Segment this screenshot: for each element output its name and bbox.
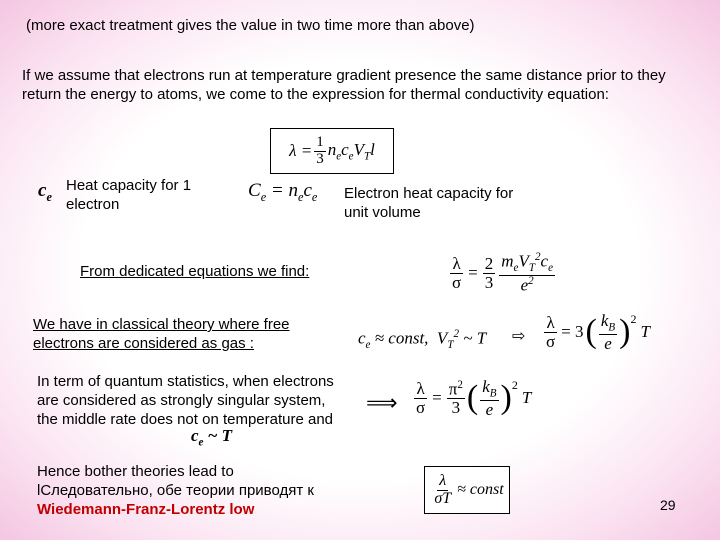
law-name: Wiedemann-Franz-Lorentz low xyxy=(37,501,255,518)
quantum-statistics-text xyxy=(37,372,337,429)
note-text: (more exact treatment gives the value in two time more than above) xyxy=(26,17,475,34)
quantum-statistics-line: In term of quantum statistics, when electrons are considered as strongly singular system, the middle rate does not on temperature and xyxy=(37,373,334,428)
conclusion-line-english: Hence bother theories lead to xyxy=(37,463,234,480)
long-arrow-icon: ⟹ xyxy=(366,390,398,415)
classical-ratio-formula: $\frac{\lambda}{\sigma}$ = 3 ( $\frac{k_B}{e}$ ) 2 T xyxy=(546,311,650,353)
dedicated-ratio-formula: $\frac{\lambda}{\sigma}$ = $\frac{2}{3}$ $\frac{m_eV_T^2c_e}{e^2}$ xyxy=(452,251,553,295)
quantum-ratio-formula: $\frac{\lambda}{\sigma}$ = $\frac{\pi^2}{3}$ ( $\frac{k_B}{e}$ ) 2 T xyxy=(416,377,532,419)
page-number: 29 xyxy=(660,497,676,513)
classical-theory-text xyxy=(33,315,323,353)
electron-heat-capacity-label: Electron heat capacity for unit volume xyxy=(344,185,514,221)
right-arrow-icon: ⇨ xyxy=(512,328,526,345)
conclusion-text xyxy=(37,462,357,519)
intro-paragraph: If we assume that electrons run at temperature gradient presence the same distance prior to they return the energy to atoms, we come to the expression for thermal conductivity equation: xyxy=(22,67,666,103)
classical-theory-line: We have in classical theory where free electrons are considered as gas : xyxy=(33,316,290,352)
heat-capacity-label: Heat capacity for 1 electron xyxy=(66,177,192,213)
wiedemann-franz-formula: $\frac{\lambda}{\sigma T}$ ≈ const xyxy=(424,466,510,514)
ce-volume-formula: $C_e = n_ec_e$ xyxy=(248,180,318,204)
dedicated-equations-text: From dedicated equations we find: xyxy=(80,263,310,280)
conclusion-line-russian: lСледовательно, обе теории приводят к xyxy=(37,482,314,499)
ce-symbol: $c_e$ xyxy=(38,180,52,204)
classical-conditions-formula: $c_e$ ≈ const, $V_T^2$ ~ T xyxy=(358,328,487,352)
thermal-conductivity-formula: λ = $\frac{1}{3}$ $n_ec_eV_Tl$ xyxy=(270,128,394,174)
ce-proportional-t: $c_e$ ~ T xyxy=(191,426,233,449)
approx-const: ≈ const xyxy=(457,481,504,498)
